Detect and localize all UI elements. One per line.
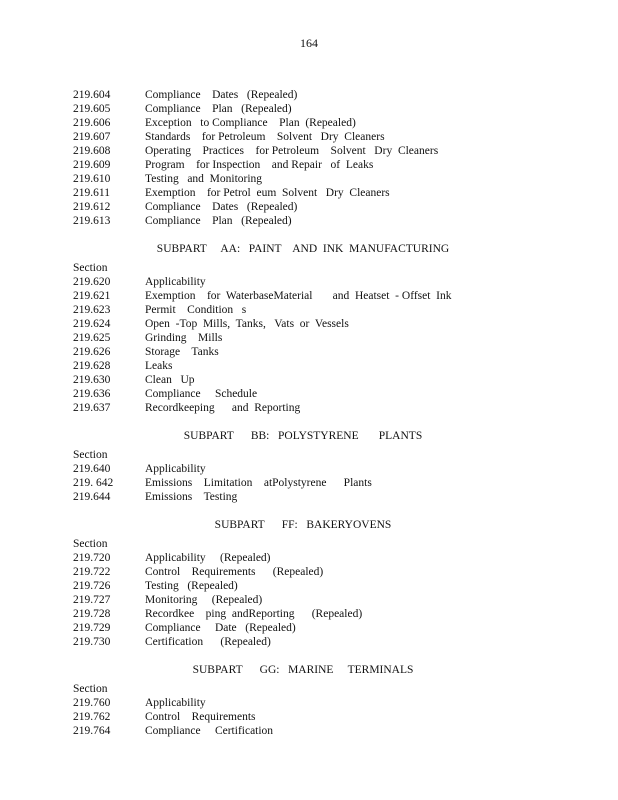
section-number: 219.607 — [73, 131, 111, 143]
section-entry — [73, 102, 533, 116]
section-number: 219.728 — [73, 608, 111, 620]
section-title: Compliance Certification — [145, 725, 274, 737]
section-title: Testing (Repealed) — [145, 580, 238, 592]
section-column-label: Section — [73, 538, 108, 550]
section-number: 219.625 — [73, 332, 111, 344]
section-title: Program for Inspection and Repair of Leaks — [145, 159, 374, 171]
section-title: Compliance Dates (Repealed) — [145, 89, 298, 101]
section-title: Leaks — [145, 360, 173, 372]
section-entry — [73, 158, 533, 172]
section-number: 219.628 — [73, 360, 111, 372]
section-number: 219.644 — [73, 491, 111, 503]
spacer — [73, 649, 533, 663]
section-entry — [73, 551, 533, 565]
section-entry — [73, 401, 533, 415]
section-number: 219.608 — [73, 145, 111, 157]
section-entry — [73, 186, 533, 200]
section-entry — [73, 331, 533, 345]
section-entry — [73, 200, 533, 214]
section-number: 219.610 — [73, 173, 111, 185]
section-entry — [73, 462, 533, 476]
section-title: Clean Up — [145, 374, 195, 386]
section-number: 219.604 — [73, 89, 111, 101]
section-entry — [73, 710, 533, 724]
section-entry — [73, 214, 533, 228]
section-number: 219.605 — [73, 103, 111, 115]
section-title: Monitoring (Repealed) — [145, 594, 263, 606]
section-entry — [73, 579, 533, 593]
section-entry — [73, 303, 533, 317]
section-number: 219.730 — [73, 636, 111, 648]
section-entry — [73, 565, 533, 579]
section-title: Applicability (Repealed) — [145, 552, 271, 564]
section-entry — [73, 345, 533, 359]
section-title: Compliance Plan (Repealed) — [145, 215, 292, 227]
section-number: 219.606 — [73, 117, 111, 129]
subpart-heading: SUBPART FF: BAKERYOVENS — [214, 519, 392, 531]
section-entry — [73, 387, 533, 401]
section-column-label: Section — [73, 683, 108, 695]
section-title: Standards for Petroleum Solvent Dry Cleaners — [145, 131, 385, 143]
section-title: Exemption for Petrol eum Solvent Dry Cleaners — [145, 187, 390, 199]
section-title: Compliance Date (Repealed) — [145, 622, 296, 634]
section-entry — [73, 275, 533, 289]
section-title: Control Requirements — [145, 711, 256, 723]
section-column-label: Section — [73, 262, 108, 274]
section-title: Open -Top Mills, Tanks, Vats or Vessels — [145, 318, 349, 330]
spacer — [73, 228, 533, 242]
section-number: 219. 642 — [73, 477, 114, 489]
section-entry — [73, 490, 533, 504]
section-title: Compliance Plan (Repealed) — [145, 103, 292, 115]
section-title: Compliance Schedule — [145, 388, 258, 400]
section-entry — [73, 172, 533, 186]
section-entry — [73, 621, 533, 635]
section-number: 219.636 — [73, 388, 111, 400]
section-entry — [73, 144, 533, 158]
section-number: 219.630 — [73, 374, 111, 386]
section-entry — [73, 359, 533, 373]
section-title: Emissions Limitation atPolystyrene Plants — [145, 477, 372, 489]
section-number: 219.760 — [73, 697, 111, 709]
section-title: Exception to Compliance Plan (Repealed) — [145, 117, 356, 129]
subpart-heading: SUBPART GG: MARINE TERMINALS — [192, 664, 414, 676]
section-list-subpart-z — [73, 88, 533, 228]
page-number: 164 — [300, 36, 318, 50]
section-title: Emissions Testing — [145, 491, 238, 503]
section-entry — [73, 130, 533, 144]
section-title: Control Requirements (Repealed) — [145, 566, 324, 578]
section-number: 219.626 — [73, 346, 111, 358]
section-entry — [73, 635, 533, 649]
spacer — [73, 504, 533, 518]
section-number: 219.729 — [73, 622, 111, 634]
section-title: Applicability — [145, 463, 206, 475]
subpart-heading: SUBPART BB: POLYSTYRENE PLANTS — [183, 430, 423, 442]
section-title: Applicability — [145, 276, 206, 288]
section-number: 219.722 — [73, 566, 111, 578]
section-number: 219.762 — [73, 711, 111, 723]
subpart-heading: SUBPART AA: PAINT AND INK MANUFACTURING — [156, 243, 450, 255]
section-number: 219.621 — [73, 290, 111, 302]
section-entry — [73, 593, 533, 607]
section-title: Grinding Mills — [145, 332, 223, 344]
spacer — [73, 415, 533, 429]
section-number: 219.611 — [73, 187, 110, 199]
table-of-contents — [73, 88, 533, 738]
section-entry — [73, 696, 533, 710]
section-title: Recordkee ping andReporting (Repealed) — [145, 608, 363, 620]
section-number: 219.764 — [73, 725, 111, 737]
section-number: 219.640 — [73, 463, 111, 475]
section-number: 219.623 — [73, 304, 111, 316]
section-number: 219.637 — [73, 402, 111, 414]
subparts-container — [73, 228, 533, 738]
section-number: 219.720 — [73, 552, 111, 564]
section-title: Certification (Repealed) — [145, 636, 271, 648]
section-title: Permit Condition s — [145, 304, 247, 316]
section-entry — [73, 724, 533, 738]
section-number: 219.620 — [73, 276, 111, 288]
section-title: Compliance Dates (Repealed) — [145, 201, 298, 213]
section-entry — [73, 116, 533, 130]
section-entry — [73, 317, 533, 331]
section-number: 219.612 — [73, 201, 111, 213]
section-number: 219.726 — [73, 580, 111, 592]
section-title: Exemption for WaterbaseMaterial and Heatset - Offset Ink — [145, 290, 452, 302]
section-number: 219.613 — [73, 215, 111, 227]
section-title: Storage Tanks — [145, 346, 219, 358]
section-entry — [73, 373, 533, 387]
section-title: Testing and Monitoring — [145, 173, 263, 185]
section-title: Recordkeeping and Reporting — [145, 402, 301, 414]
section-column-label: Section — [73, 449, 108, 461]
section-entry — [73, 607, 533, 621]
section-number: 219.727 — [73, 594, 111, 606]
section-entry — [73, 289, 533, 303]
section-entry — [73, 476, 533, 490]
section-title: Applicability — [145, 697, 206, 709]
section-entry — [73, 88, 533, 102]
section-number: 219.624 — [73, 318, 111, 330]
section-number: 219.609 — [73, 159, 111, 171]
section-title: Operating Practices for Petroleum Solvent Dry Cleaners — [145, 145, 439, 157]
